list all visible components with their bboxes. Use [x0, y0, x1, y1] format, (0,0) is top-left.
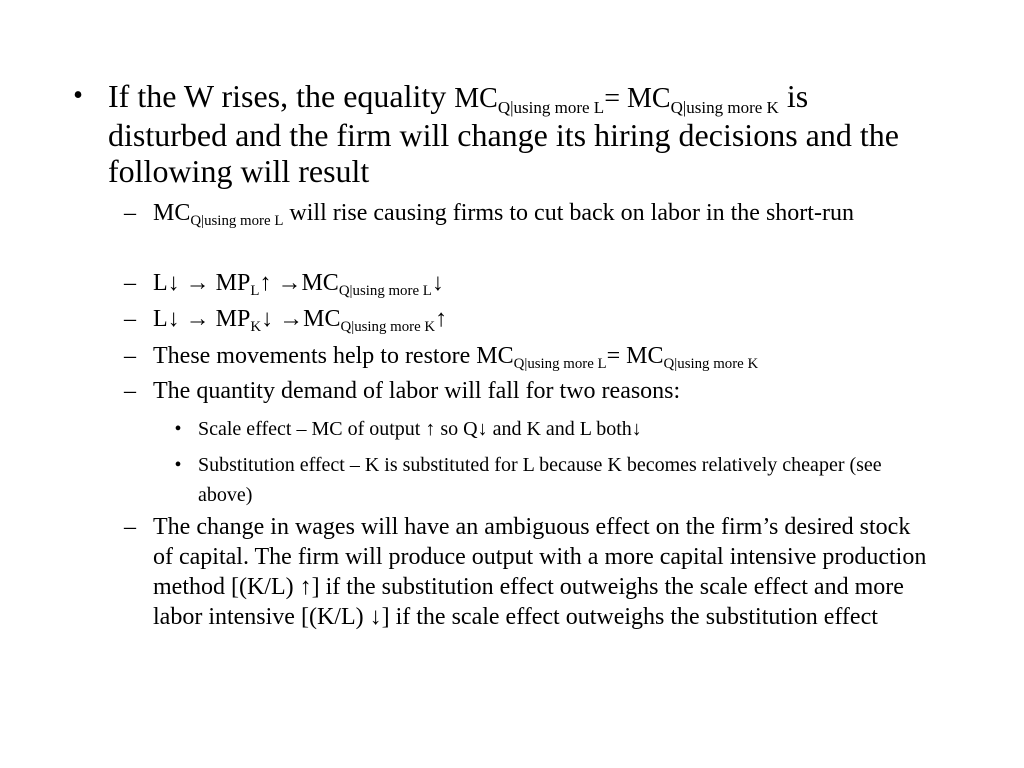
bullet-text: The change in wages will have an ambiguous effect on the firm’s desired stock of capital. The firm will produce output with a more capital intensive production method [(K/L) ↑] if the substitution effect outweighs the scale effect and more labor intensive [(K/L) ↓] if the scale effect outweighs the substitution effect — [153, 514, 927, 630]
bullet-text: will rise causing firms to cut back on labor in the short-run — [283, 200, 854, 226]
dash-marker: – — [124, 343, 136, 369]
subscript-text: Q|using more L — [338, 283, 432, 300]
bullet-level-2 — [124, 376, 928, 406]
subscript-text: Q|using more K — [340, 319, 436, 336]
bullet-text: The quantity demand of labor will fall for two reasons: — [153, 378, 681, 404]
bullet-text: ↑ →MC — [259, 270, 339, 296]
bullet-marker: • — [174, 454, 182, 476]
bullet-text: Substitution effect – K is substituted for L because K becomes relatively cheaper (see above) — [198, 454, 882, 506]
subscript-text: Q|using more L — [513, 356, 607, 373]
bullet-text: = MC — [606, 343, 664, 369]
bullet-level-3 — [174, 450, 898, 510]
bullet-level-1 — [73, 78, 928, 189]
bullet-marker: • — [73, 80, 83, 111]
bullet-level-2 — [124, 341, 928, 373]
dash-marker: – — [124, 270, 136, 296]
bullet-level-3 — [174, 414, 898, 444]
bullet-text: ↑ — [435, 306, 448, 332]
bullet-level-2 — [124, 304, 928, 336]
bullet-text: ↓ — [431, 270, 444, 296]
bullet-text: is disturbed and the firm will change its hiring decisions and the following will result — [108, 78, 899, 189]
subscript-text: Q|using more L — [497, 97, 605, 117]
subscript-text: Q|using more K — [670, 97, 779, 117]
bullet-level-2 — [124, 512, 928, 632]
subscript-text: L — [250, 283, 260, 300]
bullet-text: L↓ → MP — [153, 270, 251, 296]
bullet-text: = MC — [604, 83, 671, 114]
subscript-text: Q|using more L — [190, 213, 284, 230]
dash-marker: – — [124, 306, 136, 332]
subscript-text: K — [250, 319, 262, 336]
bullet-marker: • — [174, 418, 182, 440]
bullet-text: If the W rises, the equality — [108, 78, 455, 114]
dash-marker: – — [124, 200, 136, 226]
bullet-text: MC — [153, 200, 191, 226]
bullet-text: ↓ →MC — [261, 306, 341, 332]
bullet-text: Scale effect – MC of output ↑ so Q↓ and K and L both↓ — [198, 418, 642, 440]
bullet-level-2 — [124, 198, 928, 230]
bullet-text: These movements help to restore MC — [153, 343, 514, 369]
dash-marker: – — [124, 514, 136, 540]
bullet-text: MC — [454, 83, 498, 114]
bullet-text: L↓ → MP — [153, 306, 251, 332]
bullet-level-2 — [124, 268, 928, 300]
subscript-text: Q|using more K — [663, 356, 759, 373]
dash-marker: – — [124, 378, 136, 404]
